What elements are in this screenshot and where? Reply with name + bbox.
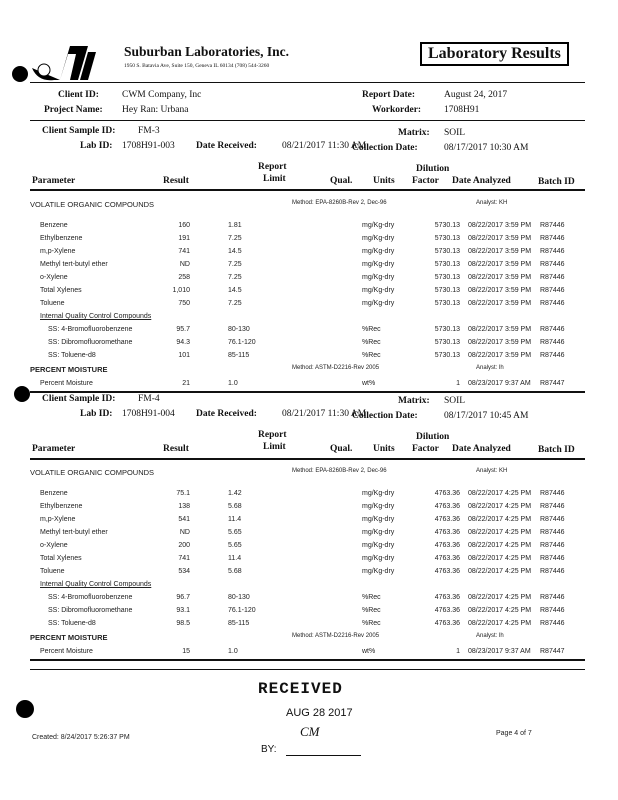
table-row-cell: mg/Kg-dry xyxy=(362,222,395,229)
stamp-by: BY: xyxy=(261,744,277,755)
qc-row-cell: %Rec xyxy=(362,620,381,627)
qc-row-cell: SS: 4-Bromofluorobenzene xyxy=(48,594,133,601)
col-result: Result xyxy=(163,444,189,454)
table-row-cell: Methyl tert-butyl ether xyxy=(40,261,108,268)
table-row-cell: 08/22/2017 4:25 PM xyxy=(468,542,532,549)
table-row-cell: 5730.13 xyxy=(434,261,460,268)
table-row-cell: 1.42 xyxy=(228,490,242,497)
qc-row-cell: 80-130 xyxy=(228,326,250,333)
col-units: Units xyxy=(373,176,395,186)
table-row-cell: o-Xylene xyxy=(40,274,68,281)
collection-date: 08/17/2017 10:30 AM xyxy=(444,143,529,153)
qc-row-cell: 5730.13 xyxy=(434,352,460,359)
table-row-cell: 08/22/2017 4:25 PM xyxy=(468,568,532,575)
qc-row-cell: SS: 4-Bromofluorobenzene xyxy=(48,326,133,333)
table-row-cell: R87446 xyxy=(540,248,565,255)
collection-date: 08/17/2017 10:45 AM xyxy=(444,411,529,421)
qc-row-cell: 4763.36 xyxy=(434,620,460,627)
table-row-cell: R87446 xyxy=(540,542,565,549)
col-units: Units xyxy=(373,444,395,454)
col-qual: Qual. xyxy=(330,444,353,454)
col-qual: Qual. xyxy=(330,176,353,186)
table-row-cell: mg/Kg-dry xyxy=(362,300,395,307)
table-row-cell: 191 xyxy=(178,235,190,242)
col-dilution-top: Dilution xyxy=(416,432,450,442)
table-row-cell: Benzene xyxy=(40,490,68,497)
qc-row-cell: 08/22/2017 4:25 PM xyxy=(468,607,532,614)
moisture-row-cell: 1.0 xyxy=(228,380,238,387)
table-row-cell: 4763.36 xyxy=(434,568,460,575)
qc-row-cell: R87446 xyxy=(540,620,565,627)
stamp-received: RECEIVED xyxy=(258,680,343,698)
method: Method: ASTM-D2216-Rev 2005 xyxy=(292,633,380,639)
method: Method: EPA-8260B-Rev 2, Dec-96 xyxy=(292,200,387,206)
table-row-cell: 5730.13 xyxy=(434,300,460,307)
lab-id: 1708H91-003 xyxy=(122,141,175,151)
col-dilution: Factor xyxy=(412,176,439,186)
stamp-initials: CM xyxy=(300,724,320,739)
company-logo xyxy=(30,40,100,85)
analyst: Analyst: KH xyxy=(476,468,508,474)
workorder: 1708H91 xyxy=(444,105,480,115)
matrix: SOIL xyxy=(444,396,466,406)
date-received-label: Date Received: xyxy=(196,409,257,419)
table-row-cell: 534 xyxy=(178,568,190,575)
qc-row-cell: 96.7 xyxy=(176,594,190,601)
qc-row-cell: 95.7 xyxy=(176,326,190,333)
table-row-cell: 08/22/2017 4:25 PM xyxy=(468,503,532,510)
table-row-cell: m,p-Xylene xyxy=(40,516,76,523)
section-end-rule xyxy=(30,659,585,661)
moisture-row-cell: R87447 xyxy=(540,380,565,387)
section-title: PERCENT MOISTURE xyxy=(30,633,108,642)
page-number: Page 4 of 7 xyxy=(496,730,532,737)
col-result: Result xyxy=(163,176,189,186)
col-batch-id: Batch ID xyxy=(538,445,575,455)
table-row-cell: 08/22/2017 4:25 PM xyxy=(468,555,532,562)
table-row-cell: R87446 xyxy=(540,261,565,268)
moisture-row-cell: 1 xyxy=(456,648,460,655)
table-row-cell: ND xyxy=(179,261,190,268)
table-row-cell: 7.25 xyxy=(228,235,242,242)
table-row-cell: Ethylbenzene xyxy=(40,503,83,510)
table-row-cell: 5730.13 xyxy=(434,274,460,281)
table-row-cell: mg/Kg-dry xyxy=(362,235,395,242)
section-title: PERCENT MOISTURE xyxy=(30,365,108,374)
table-row-cell: R87446 xyxy=(540,568,565,575)
qc-row-cell: SS: Dibromofluoromethane xyxy=(48,339,133,346)
client-id: CWM Company, Inc xyxy=(122,90,202,100)
lab-id: 1708H91-004 xyxy=(122,409,175,419)
table-row-cell: 08/22/2017 3:59 PM xyxy=(468,261,532,268)
col-parameter: Parameter xyxy=(32,176,76,186)
table-row-cell: mg/Kg-dry xyxy=(362,261,395,268)
project-name: Hey Ran: Urbana xyxy=(122,105,189,115)
moisture-row-cell: wt% xyxy=(362,648,376,655)
table-row-cell: mg/Kg-dry xyxy=(362,490,395,497)
col-limit: Limit xyxy=(263,174,286,184)
table-row-cell: o-Xylene xyxy=(40,542,68,549)
col-dilution: Factor xyxy=(412,444,439,454)
date-received: 08/21/2017 11:30 AM xyxy=(282,141,367,151)
qc-row-cell: 93.1 xyxy=(176,607,190,614)
created-timestamp: Created: 8/24/2017 5:26:37 PM xyxy=(32,734,130,741)
table-row-cell: 08/22/2017 3:59 PM xyxy=(468,287,532,294)
table-row-cell: R87446 xyxy=(540,274,565,281)
moisture-row-cell: R87447 xyxy=(540,648,565,655)
method: Method: ASTM-D2216-Rev 2005 xyxy=(292,365,380,371)
table-row-cell: mg/Kg-dry xyxy=(362,274,395,281)
qc-row-cell: 76.1-120 xyxy=(228,339,256,346)
qc-row-cell: R87446 xyxy=(540,326,565,333)
table-row-cell: 1,010 xyxy=(172,287,190,294)
table-row-cell: R87446 xyxy=(540,287,565,294)
section-end-rule xyxy=(30,391,585,393)
table-row-cell: 541 xyxy=(178,516,190,523)
table-header-rule xyxy=(30,458,585,460)
qc-row-cell: 85-115 xyxy=(228,620,250,627)
table-row-cell: R87446 xyxy=(540,300,565,307)
qc-row-cell: 85-115 xyxy=(228,352,250,359)
table-row-cell: m,p-Xylene xyxy=(40,248,76,255)
table-row-cell: 1.81 xyxy=(228,222,242,229)
lab-id-label: Lab ID: xyxy=(80,141,113,151)
qc-row-cell: %Rec xyxy=(362,607,381,614)
table-row-cell: 741 xyxy=(178,248,190,255)
matrix-label: Matrix: xyxy=(398,396,430,406)
analyst: Analyst: lh xyxy=(476,365,504,371)
qc-row-cell: 94.3 xyxy=(176,339,190,346)
table-row-cell: ND xyxy=(179,529,190,536)
qc-row-cell: R87446 xyxy=(540,339,565,346)
document-title: Laboratory Results xyxy=(420,42,569,66)
table-row-cell: 750 xyxy=(178,300,190,307)
collection-date-label: Collection Date: xyxy=(352,411,418,421)
table-row-cell: mg/Kg-dry xyxy=(362,516,395,523)
qc-row-cell: 98.5 xyxy=(176,620,190,627)
table-row-cell: 160 xyxy=(178,222,190,229)
table-row-cell: 5730.13 xyxy=(434,248,460,255)
table-row-cell: 4763.36 xyxy=(434,516,460,523)
section-title: VOLATILE ORGANIC COMPOUNDS xyxy=(30,468,155,477)
table-row-cell: 08/22/2017 3:59 PM xyxy=(468,274,532,281)
qc-row-cell: %Rec xyxy=(362,326,381,333)
table-row-cell: Toluene xyxy=(40,300,65,307)
date-received: 08/21/2017 11:30 AM xyxy=(282,409,367,419)
workorder-label: Workorder: xyxy=(372,105,422,115)
qc-row-cell: SS: Toluene-d8 xyxy=(48,620,96,627)
table-row-cell: 4763.36 xyxy=(434,542,460,549)
table-row-cell: 200 xyxy=(178,542,190,549)
table-row-cell: 5730.13 xyxy=(434,287,460,294)
table-row-cell: 11.4 xyxy=(228,555,242,562)
table-row-cell: 741 xyxy=(178,555,190,562)
table-row-cell: mg/Kg-dry xyxy=(362,248,395,255)
moisture-row-cell: 21 xyxy=(182,380,190,387)
table-row-cell: 08/22/2017 4:25 PM xyxy=(468,516,532,523)
table-row-cell: 4763.36 xyxy=(434,503,460,510)
qc-row-cell: SS: Dibromofluoromethane xyxy=(48,607,133,614)
qc-row-cell: %Rec xyxy=(362,594,381,601)
moisture-row-cell: Percent Moisture xyxy=(40,380,93,387)
table-row-cell: 08/22/2017 4:25 PM xyxy=(468,529,532,536)
table-row-cell: R87446 xyxy=(540,516,565,523)
table-row-cell: 7.25 xyxy=(228,274,242,281)
sample-id-label: Client Sample ID: xyxy=(42,394,116,404)
table-row-cell: 11.4 xyxy=(228,516,242,523)
footer-rule xyxy=(30,669,585,670)
section-title: VOLATILE ORGANIC COMPOUNDS xyxy=(30,200,155,209)
report-date-label: Report Date: xyxy=(362,90,416,100)
table-row-cell: 08/22/2017 3:59 PM xyxy=(468,248,532,255)
punch-hole xyxy=(12,66,28,82)
table-row-cell: R87446 xyxy=(540,503,565,510)
table-row-cell: mg/Kg-dry xyxy=(362,529,395,536)
col-date-analyzed: Date Analyzed xyxy=(452,444,511,454)
col-parameter: Parameter xyxy=(32,444,76,454)
table-row-cell: 4763.36 xyxy=(434,555,460,562)
stamp-date: AUG 28 2017 xyxy=(286,707,353,719)
table-row-cell: 5730.13 xyxy=(434,235,460,242)
col-date-analyzed: Date Analyzed xyxy=(452,176,511,186)
qc-row-cell: 80-130 xyxy=(228,594,250,601)
analyst: Analyst: lh xyxy=(476,633,504,639)
header-rule-2 xyxy=(30,120,585,121)
qc-row-cell: 08/22/2017 4:25 PM xyxy=(468,594,532,601)
method: Method: EPA-8260B-Rev 2, Dec-96 xyxy=(292,468,387,474)
lab-id-label: Lab ID: xyxy=(80,409,113,419)
table-row-cell: 14.5 xyxy=(228,287,242,294)
moisture-row-cell: 15 xyxy=(182,648,190,655)
qc-row-cell: 08/22/2017 3:59 PM xyxy=(468,326,532,333)
table-header-rule xyxy=(30,189,585,191)
sample-id: FM-4 xyxy=(138,394,160,404)
col-limit: Limit xyxy=(263,442,286,452)
table-row-cell: 5730.13 xyxy=(434,222,460,229)
analyst: Analyst: KH xyxy=(476,200,508,206)
table-row-cell: 08/22/2017 3:59 PM xyxy=(468,222,532,229)
header-rule xyxy=(30,82,585,83)
col-batch-id: Batch ID xyxy=(538,177,575,187)
table-row-cell: mg/Kg-dry xyxy=(362,287,395,294)
qc-row-cell: %Rec xyxy=(362,339,381,346)
moisture-row-cell: 08/23/2017 9:37 AM xyxy=(468,380,531,387)
moisture-row-cell: Percent Moisture xyxy=(40,648,93,655)
matrix-label: Matrix: xyxy=(398,128,430,138)
table-row-cell: Benzene xyxy=(40,222,68,229)
table-row-cell: mg/Kg-dry xyxy=(362,568,395,575)
table-row-cell: Ethylbenzene xyxy=(40,235,83,242)
client-id-label: Client ID: xyxy=(58,90,99,100)
table-row-cell: mg/Kg-dry xyxy=(362,555,395,562)
qc-row-cell: 08/22/2017 3:59 PM xyxy=(468,339,532,346)
stamp-by-line xyxy=(286,755,361,756)
sample-id: FM-3 xyxy=(138,126,160,136)
table-row-cell: 08/22/2017 3:59 PM xyxy=(468,235,532,242)
table-row-cell: R87446 xyxy=(540,555,565,562)
qc-row-cell: 76.1-120 xyxy=(228,607,256,614)
qc-row-cell: 5730.13 xyxy=(434,326,460,333)
table-row-cell: 5.65 xyxy=(228,529,242,536)
qc-row-cell: 101 xyxy=(178,352,190,359)
table-row-cell: 14.5 xyxy=(228,248,242,255)
table-row-cell: Methyl tert-butyl ether xyxy=(40,529,108,536)
table-row-cell: 5.65 xyxy=(228,542,242,549)
received-stamp xyxy=(258,680,373,760)
table-row-cell: 7.25 xyxy=(228,300,242,307)
table-row-cell: R87446 xyxy=(540,235,565,242)
moisture-row-cell: wt% xyxy=(362,380,376,387)
qc-row-cell: SS: Toluene-d8 xyxy=(48,352,96,359)
sample-id-label: Client Sample ID: xyxy=(42,126,116,136)
table-row-cell: 138 xyxy=(178,503,190,510)
table-row-cell: 258 xyxy=(178,274,190,281)
qc-row-cell: R87446 xyxy=(540,594,565,601)
table-row-cell: R87446 xyxy=(540,490,565,497)
table-row-cell: mg/Kg-dry xyxy=(362,503,395,510)
table-row-cell: Total Xylenes xyxy=(40,555,82,562)
table-row-cell: R87446 xyxy=(540,529,565,536)
table-row-cell: 4763.36 xyxy=(434,490,460,497)
collection-date-label: Collection Date: xyxy=(352,143,418,153)
project-label: Project Name: xyxy=(44,105,103,115)
matrix: SOIL xyxy=(444,128,466,138)
table-row-cell: 75.1 xyxy=(176,490,190,497)
table-row-cell: mg/Kg-dry xyxy=(362,542,395,549)
table-row-cell: 5.68 xyxy=(228,503,242,510)
table-row-cell: Toluene xyxy=(40,568,65,575)
table-row-cell: 08/22/2017 3:59 PM xyxy=(468,300,532,307)
table-row-cell: 08/22/2017 4:25 PM xyxy=(468,490,532,497)
qc-title: Internal Quality Control Compounds xyxy=(40,313,152,320)
qc-row-cell: %Rec xyxy=(362,352,381,359)
col-limit-top: Report xyxy=(258,162,287,172)
date-received-label: Date Received: xyxy=(196,141,257,151)
table-row-cell: 5.68 xyxy=(228,568,242,575)
punch-hole xyxy=(14,386,30,402)
table-row-cell: 7.25 xyxy=(228,261,242,268)
company-name: Suburban Laboratories, Inc. xyxy=(124,44,290,59)
table-row-cell: 4763.36 xyxy=(434,529,460,536)
col-limit-top: Report xyxy=(258,430,287,440)
qc-title: Internal Quality Control Compounds xyxy=(40,581,152,588)
qc-row-cell: 4763.36 xyxy=(434,607,460,614)
moisture-row-cell: 1.0 xyxy=(228,648,238,655)
qc-row-cell: R87446 xyxy=(540,352,565,359)
punch-hole xyxy=(16,700,34,718)
col-dilution-top: Dilution xyxy=(416,164,450,174)
qc-row-cell: R87446 xyxy=(540,607,565,614)
qc-row-cell: 08/22/2017 4:25 PM xyxy=(468,620,532,627)
qc-row-cell: 08/22/2017 3:59 PM xyxy=(468,352,532,359)
qc-row-cell: 5730.13 xyxy=(434,339,460,346)
report-date: August 24, 2017 xyxy=(444,90,508,100)
table-row-cell: Total Xylenes xyxy=(40,287,82,294)
table-row-cell: R87446 xyxy=(540,222,565,229)
company-address: 1950 S. Batavia Ave, Suite 150, Geneva IL 60134 (708) 544-3260 xyxy=(124,63,270,69)
moisture-row-cell: 08/23/2017 9:37 AM xyxy=(468,648,531,655)
moisture-row-cell: 1 xyxy=(456,380,460,387)
qc-row-cell: 4763.36 xyxy=(434,594,460,601)
